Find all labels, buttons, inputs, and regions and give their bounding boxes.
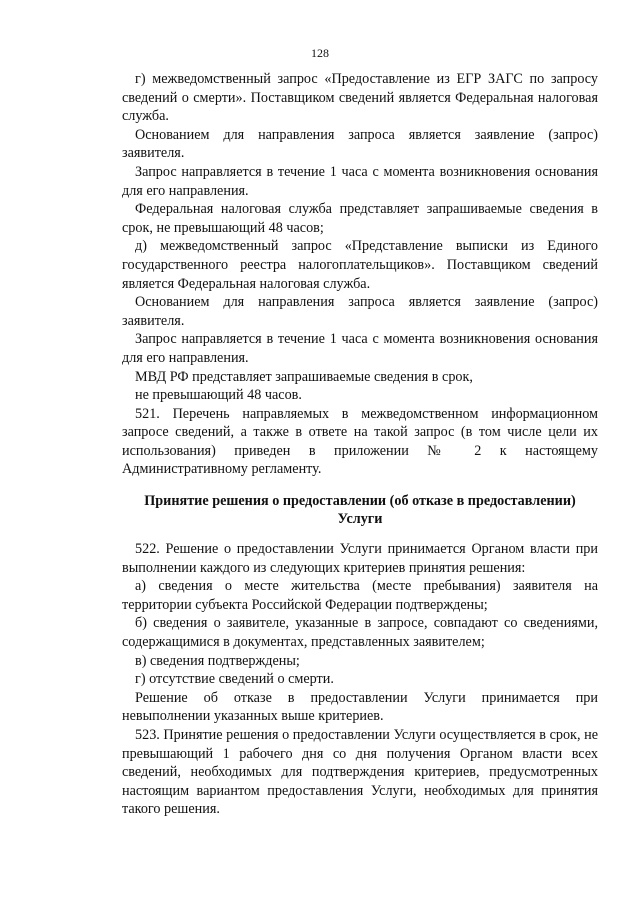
criterion-v: в) сведения подтверждены; xyxy=(135,652,300,669)
criterion-g: г) отсутствие сведений о смерти. xyxy=(135,671,334,688)
page-number: 128 xyxy=(311,46,329,60)
criterion-b: б) сведения о заявителе, указанные в запросе, совпадают со сведениями, содержащимися в документах, представленных заявителем; xyxy=(122,615,598,651)
paragraph-521: 521. Перечень направляемых в межведомственном информационном запросе сведений, а также в ответе на такой запрос (в том числе цели их использования) приведен в приложении № 2 к настоящему Административному регламенту. xyxy=(122,405,598,478)
document-body xyxy=(122,70,598,819)
paragraph-basis-1: Основанием для направления запроса является заявление (запрос) заявителя. xyxy=(122,126,598,162)
paragraph-fns-deadline: Федеральная налоговая служба представляет запрашиваемые сведения в срок, не превышающий 48 часов; xyxy=(122,201,598,236)
criterion-a: а) сведения о месте жительства (месте пребывания) заявителя на территории субъекта Российской Федерации подтверждены; xyxy=(122,578,598,613)
paragraph-mvd-deadline-cont: не превышающий 48 часов. xyxy=(135,387,302,404)
paragraph-timing-2: Запрос направляется в течение 1 часа с момента возникновения основания для его направления. xyxy=(122,331,598,366)
paragraph-basis-2: Основанием для направления запроса является заявление (запрос) заявителя. xyxy=(122,294,598,329)
paragraph-mvd-deadline: МВД РФ представляет запрашиваемые сведения в срок, xyxy=(135,368,473,385)
paragraph-523: 523. Принятие решения о предоставлении Услуги осуществляется в срок, не превышающий 1 рабочего дня со дня получения Органом власти всех сведений, необходимых для подтверждения критериев, предусмотренных настоящим вариантом предоставления Услуги, необходимых для принятия такого решения. xyxy=(122,727,598,818)
section-heading: Принятие решения о предоставлении (об отказе в предоставлении) Услуги xyxy=(144,493,576,528)
paragraph-request-d: д) межведомственный запрос «Представление выписки из Единого государственного реестра налогоплательщиков». Поставщиком сведений является Федеральная налоговая служба. xyxy=(122,238,598,292)
paragraph-refusal: Решение об отказе в предоставлении Услуги принимается при невыполнении указанных выше критериев. xyxy=(122,689,598,725)
paragraph-request-g: г) межведомственный запрос «Предоставление из ЕГР ЗАГС по запросу сведений о смерти». Поставщиком сведений является Федеральная налоговая служба. xyxy=(122,71,598,125)
paragraph-timing-1: Запрос направляется в течение 1 часа с момента возникновения основания для его направления. xyxy=(122,163,598,199)
paragraph-522: 522. Решение о предоставлении Услуги принимается Органом власти при выполнении каждого из следующих критериев принятия решения: xyxy=(122,541,598,576)
